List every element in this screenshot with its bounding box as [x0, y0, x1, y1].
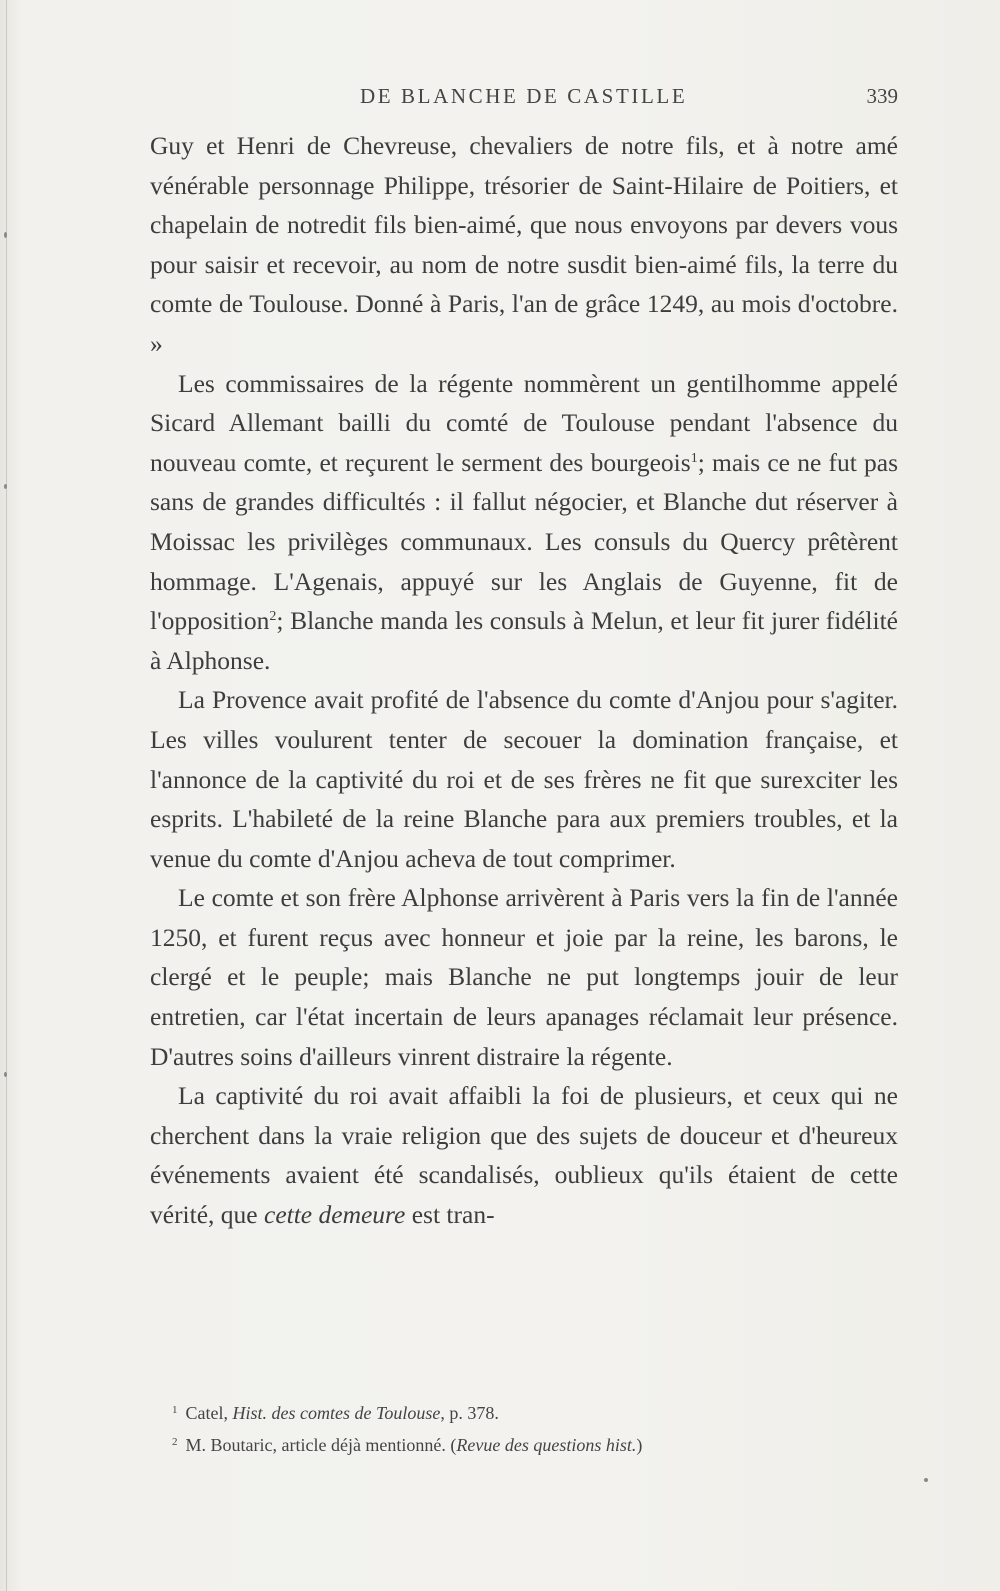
page-number: 339: [866, 84, 898, 108]
footnote-1: [172, 1396, 872, 1428]
paragraph-1: [150, 126, 898, 364]
footnote-2-marker: 2: [172, 1436, 178, 1448]
footnotes: [172, 1396, 872, 1460]
footnote-1-after: , p. 378.: [440, 1403, 499, 1423]
paragraph-2-text-a: Les commissaires de la régente nommèrent un gentilhomme appelé Sicard Allemant bailli du comté de Toulouse pendant l'absence du nouveau comte, et reçurent le serment des bourgeois: [150, 368, 898, 477]
footnote-1-marker: 1: [172, 1404, 178, 1416]
paper-speck: [924, 1478, 928, 1482]
running-title: DE BLANCHE DE CASTILLE: [360, 84, 688, 108]
paragraph-5: [150, 1076, 898, 1234]
paragraph-3: [150, 680, 898, 878]
paragraph-3-text: La Provence avait profité de l'absence du comte d'Anjou pour s'agiter. Les villes voulurent tenter de secouer la domination française, et l'annonce de la captivité du roi et de ses frères ne fit que surexciter les esprits. L'habileté de la reine Blanche para aux premiers troubles, et la venue du comte d'Anjou acheva de tout comprimer.: [150, 685, 898, 873]
paragraph-5-italic: cette demeure: [264, 1200, 406, 1230]
paragraph-5-text-a: La captivité du roi avait affaibli la foi de plusieurs, et ceux qui ne cherchent dans la vraie religion que des sujets de douceur et d'heureux événements avaient été scandalisés, oublieux qu'ils étaient de cette vérité, que: [150, 1081, 898, 1230]
paragraph-4: [150, 878, 898, 1076]
body-text: [150, 126, 898, 1235]
paragraph-5-text-b: est tran-: [405, 1200, 495, 1230]
footnote-ref-2: 2: [269, 609, 277, 625]
footnote-1-italic: Hist. des comtes de Toulouse: [232, 1403, 441, 1423]
paper-speck: [4, 1072, 7, 1077]
paragraph-2-text-b: ; mais ce ne fut pas sans de grandes difficultés : il fallut négocier, et Blanche dut réserver à Moissac les privilèges communaux. Les consuls du Quercy prêtèrent hommage. L'Agenais, appuyé sur les Anglais de Guyenne, fit de l'opposition: [150, 447, 898, 636]
footnote-2-after: ): [636, 1435, 643, 1455]
footnote-1-before: Catel,: [185, 1403, 233, 1423]
footnote-ref-1: 1: [690, 450, 698, 466]
footnote-2-before: M. Boutaric, article déjà mentionné. (: [185, 1435, 457, 1455]
paragraph-2-text-c: ; Blanche manda les consuls à Melun, et leur fit jurer fidélité à Alphonse.: [150, 606, 898, 675]
footnote-2-italic: Revue des questions hist.: [456, 1435, 637, 1455]
paper-speck: [4, 232, 7, 238]
paper-speck: [4, 484, 7, 489]
paragraph-2: [150, 364, 898, 681]
page-header: [150, 78, 898, 112]
paragraph-1-text: Guy et Henri de Chevreuse, chevaliers de notre fils, et à notre amé vénérable personnage Philippe, trésorier de Saint-Hilaire de Poitiers, et chapelain de notredit fils bien-aimé, que nous envoyons par devers vous pour saisir et recevoir, au nom de notre susdit bien-aimé fils, la terre du comte de Toulouse. Donné à Paris, l'an de grâce 1249, au mois d'octobre. »: [150, 131, 898, 358]
paragraph-4-text: Le comte et son frère Alphonse arrivèrent à Paris vers la fin de l'année 1250, et furent reçus avec honneur et joie par la reine, les barons, le clergé et le peuple; mais Blanche ne put longtemps jouir de leur entretien, car l'état incertain de leurs apanages réclamait leur présence. D'autres soins d'ailleurs vinrent distraire la régente.: [150, 883, 898, 1071]
footnote-2: [172, 1428, 872, 1460]
page-edge-line: [6, 0, 7, 1591]
